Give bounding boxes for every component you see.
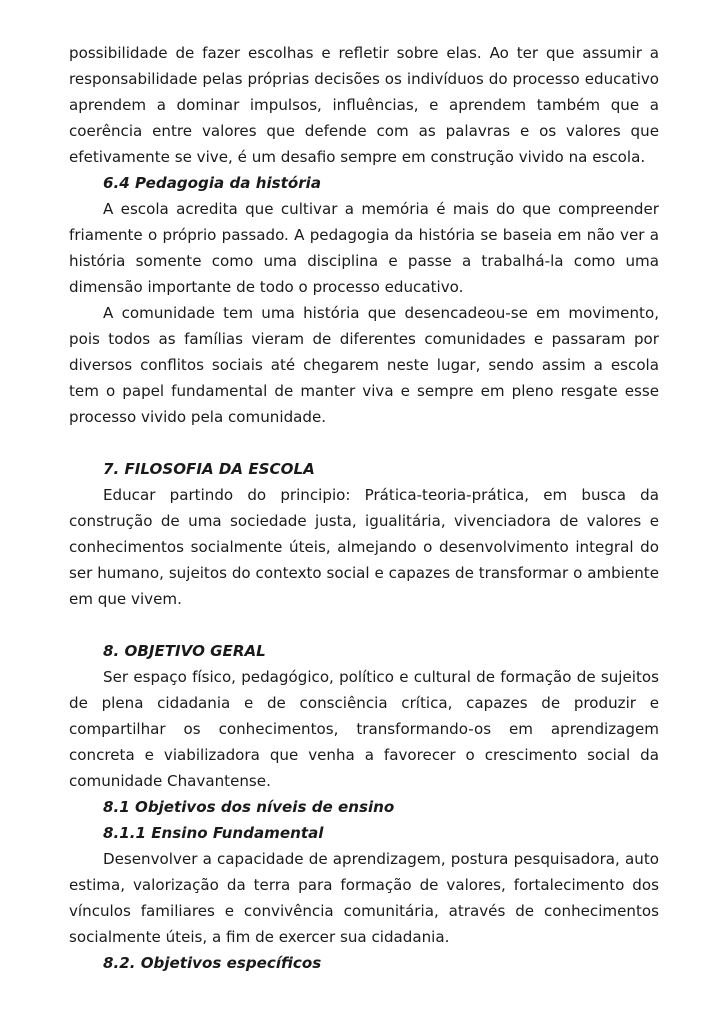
heading-objetivos-especificos: 8.2. Objetivos específicos (103, 954, 322, 972)
blank-line (69, 612, 659, 638)
heading-filosofia-da-escola: 7. FILOSOFIA DA ESCOLA (103, 460, 315, 478)
paragraph-comunidade-historia: A comunidade tem uma história que desencadeou-se em movimento, pois todos as famílias vieram de diferentes comunidades e passaram por diversos conflitos sociais até chegarem neste lugar, sendo assim a escola tem o papel fundamental de manter viva e sempre em pleno resgate esse processo vivido pela comunidade. (69, 304, 659, 426)
blank-line (69, 430, 659, 456)
paragraph-continuation: possibilidade de fazer escolhas e refletir sobre elas. Ao ter que assumir a responsabilidade pelas próprias decisões os indivíduos do processo educativo aprendem a dominar impulsos, influências, e aprendem também que a coerência entre valores que defende com as palavras e os valores que efetivamente se vive, é um desafio sempre em construção vivido na escola. (69, 44, 659, 166)
document-page (69, 40, 659, 976)
heading-objetivo-geral: 8. OBJETIVO GERAL (103, 642, 266, 660)
heading-pedagogia-da-historia: 6.4 Pedagogia da história (103, 174, 322, 192)
paragraph-filosofia: Educar partindo do principio: Prática-teoria-prática, em busca da construção de uma sociedade justa, igualitária, vivenciadora de valores e conhecimentos socialmente úteis, almejando o desenvolvimento integral do ser humano, sujeitos do contexto social e capazes de transformar o ambiente em que vivem. (69, 486, 659, 608)
heading-ensino-fundamental: 8.1.1 Ensino Fundamental (103, 824, 324, 842)
heading-objetivos-niveis-ensino: 8.1 Objetivos dos níveis de ensino (103, 798, 395, 816)
paragraph-objetivo-geral: Ser espaço físico, pedagógico, político e cultural de formação de sujeitos de plena cidadania e de consciência crítica, capazes de produzir e compartilhar os conhecimentos, transformando-os em aprendizagem concreta e viabilizadora que venha a favorecer o crescimento social da comunidade Chavantense. (69, 668, 659, 790)
paragraph-ensino-fundamental: Desenvolver a capacidade de aprendizagem, postura pesquisadora, auto estima, valorização da terra para formação de valores, fortalecimento dos vínculos familiares e convivência comunitária, através de conhecimentos socialmente úteis, a fim de exercer sua cidadania. (69, 850, 659, 946)
paragraph-escola-memoria: A escola acredita que cultivar a memória é mais do que compreender friamente o próprio passado. A pedagogia da história se baseia em não ver a história somente como uma disciplina e passe a trabalhá-la como uma dimensão importante de todo o processo educativo. (69, 200, 659, 296)
